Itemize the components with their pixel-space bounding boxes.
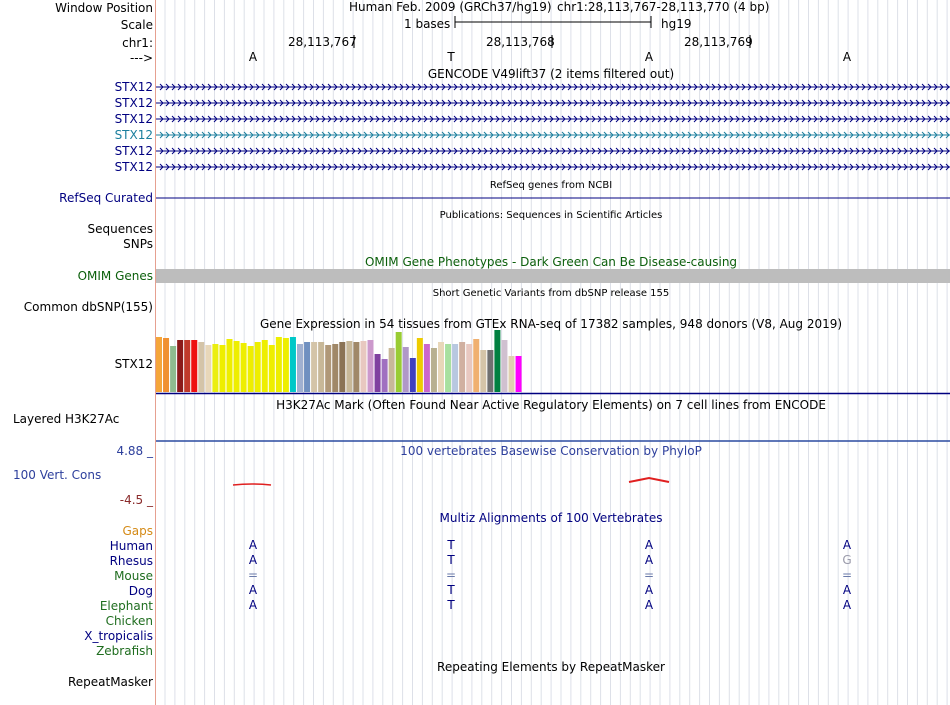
alignment-base: A [644,583,654,597]
gtex-bar [389,348,395,392]
repeatmasker-track-label[interactable]: RepeatMasker [67,675,153,689]
dbsnp-track-label[interactable]: Common dbSNP(155) [23,300,153,314]
gtex-bar [318,342,324,392]
gtex-bar [501,340,507,392]
phylop-ymax: 4.88 _ [116,444,153,458]
chrom-label: chr1: [122,36,153,50]
alignment-base: A [644,553,654,567]
gtex-bar [184,340,190,392]
gtex-bar [353,342,359,392]
gencode-item-3[interactable]: STX12 [114,112,153,126]
gencode-item-4[interactable]: STX12 [114,128,153,142]
gtex-bar [396,332,402,392]
gtex-bar [234,341,240,392]
gencode-item-1[interactable]: STX12 [114,80,153,94]
omim-band [156,269,950,283]
gtex-bar [438,342,444,392]
window-coords[interactable]: chr1:28,113,767-28,113,770 (4 bp) [557,0,770,14]
h3k27ac-track-title: H3K27Ac Mark (Often Found Near Active Regulatory Elements) on 7 cell lines from ENCODE [276,398,826,412]
phylop-signal-2 [629,478,669,482]
alignment-base: A [644,538,654,552]
window-position-label: Window Position [55,1,153,15]
alignment-base: = [841,568,853,582]
alignment-base: T [447,538,455,552]
strand-label: ---> [129,51,153,65]
gtex-bar [431,348,437,392]
gtex-bar [360,341,366,392]
gtex-bar [177,340,183,392]
gtex-bar [375,354,381,392]
gtex-bar [368,340,374,392]
scale-bar-label: 1 bases [404,17,451,31]
alignment-base: A [842,583,852,597]
gtex-bar [163,338,169,392]
gtex-bar [473,339,479,392]
gtex-bar [332,344,338,392]
gtex-bar [276,337,282,392]
alignment-base: = [247,568,259,582]
gtex-bar [494,330,500,392]
gtex-bar [410,358,416,392]
snps-track-label[interactable]: SNPs [123,237,153,251]
ruler-tick-3: 28,113,769 [684,35,753,49]
gtex-bar [156,337,162,392]
gtex-bar [191,340,197,392]
alignment-base: T [447,553,455,567]
gtex-bar [403,347,409,392]
alignment-base: G [842,553,852,567]
gtex-track-label[interactable]: STX12 [114,357,153,371]
gtex-bar [311,342,317,392]
gtex-bar [417,338,423,392]
gtex-bar [212,344,218,392]
gtex-bar [283,338,289,392]
ruler-base-4: A [842,50,852,64]
ruler-base-3: A [644,50,654,64]
gtex-bar [297,344,303,392]
gtex-bar [198,342,204,392]
gtex-bar [516,356,522,392]
gtex-bar [452,344,458,392]
alignment-base: A [842,538,852,552]
gtex-bar [339,342,345,392]
alignment-base: T [447,598,455,612]
phylop-signal-1 [233,484,271,485]
gtex-bar [227,339,233,392]
alignment-base: A [248,598,258,612]
species-label-zebrafish[interactable]: Zebrafish [96,644,153,658]
alignment-base: A [248,583,258,597]
species-label-mouse[interactable]: Mouse [114,569,153,583]
multiz-track-title: Multiz Alignments of 100 Vertebrates [439,511,663,525]
gtex-bar [424,344,430,392]
ruler-base-2: T [447,50,455,64]
gtex-bar [170,346,176,392]
publications-track-label[interactable]: Sequences [87,222,153,236]
refseq-track-title: RefSeq genes from NCBI [489,180,613,191]
phylop-track-title: 100 vertebrates Basewise Conservation by PhyloP [400,444,702,458]
repeatmasker-track-title: Repeating Elements by RepeatMasker [437,660,665,674]
gtex-bar [480,350,486,392]
alignment-base: A [248,538,258,552]
phylop-ymin: -4.5 _ [119,493,153,507]
gtex-bar [325,345,331,392]
gtex-bar [219,345,225,392]
gtex-track-title: Gene Expression in 54 tissues from GTEx RNA-seq of 17382 samples, 948 donors (V8, Aug 2019) [259,317,843,331]
gtex-bar [382,359,388,392]
gtex-bar [509,356,515,392]
alignment-base: A [644,598,654,612]
ruler-tick-1: 28,113,767 [288,35,357,49]
species-label-rhesus[interactable]: Rhesus [109,554,153,568]
species-label-elephant[interactable]: Elephant [99,599,153,613]
assembly-label: Human Feb. 2009 (GRCh37/hg19) [349,0,552,14]
gencode-item-2[interactable]: STX12 [114,96,153,110]
ruler-base-1: A [248,50,258,64]
phylop-track-label[interactable]: 100 Vert. Cons [13,468,102,482]
scale-genome-label: hg19 [661,17,692,31]
scale-label: Scale [120,18,153,32]
species-label-chicken[interactable]: Chicken [105,614,153,628]
species-label-x_tropicalis[interactable]: X_tropicalis [84,629,153,643]
gtex-bar [466,344,472,392]
alignment-base: A [248,553,258,567]
refseq-track-label[interactable]: RefSeq Curated [59,191,153,205]
gencode-track-title: GENCODE V49lift37 (2 items filtered out) [427,67,675,81]
gtex-bar [487,350,493,392]
omim-track-title: OMIM Gene Phenotypes - Dark Green Can Be Disease-causing [364,255,738,269]
gtex-bar [248,346,254,392]
gtex-bar [459,342,465,392]
gtex-bar [346,341,352,392]
publications-track-title: Publications: Sequences in Scientific Articles [439,210,663,221]
gtex-bar [241,343,247,392]
gencode-item-5[interactable]: STX12 [114,144,153,158]
species-label-dog[interactable]: Dog [128,584,153,598]
alignment-base: A [842,598,852,612]
gaps-label[interactable]: Gaps [122,524,153,538]
gtex-bar [290,337,296,392]
gencode-item-6[interactable]: STX12 [114,160,153,174]
h3k27ac-track-label[interactable]: Layered H3K27Ac [13,412,120,426]
ruler-tick-2: 28,113,768 [486,35,555,49]
gtex-bar [269,345,275,392]
omim-track-label[interactable]: OMIM Genes [77,269,153,283]
gtex-bar [262,340,268,392]
gtex-bar [304,342,310,392]
alignment-base: T [447,583,455,597]
dbsnp-track-title: Short Genetic Variants from dbSNP release 155 [432,288,670,299]
gtex-bar [205,345,211,392]
alignment-base: = [643,568,655,582]
gtex-bar [445,344,451,392]
alignment-base: = [445,568,457,582]
gtex-bar [255,342,261,392]
species-label-human[interactable]: Human [109,539,153,553]
